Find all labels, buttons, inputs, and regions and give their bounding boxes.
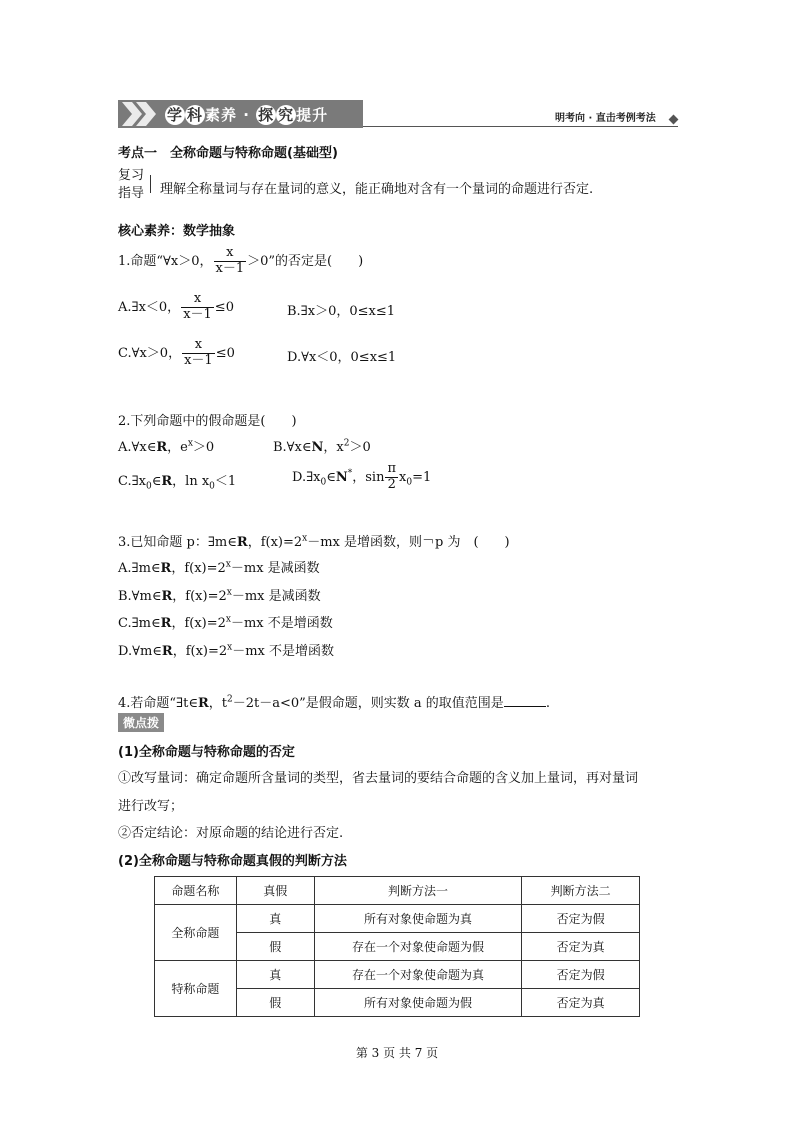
tip-paragraph-2: ②否定结论：对原命题的结论进行否定. (118, 826, 344, 841)
table-cell: 全称命题 (155, 905, 237, 961)
answer-blank[interactable] (504, 694, 546, 707)
q3-option-c: C.∃m∈R，$f(x)=2^x-mx$ 不是增函数 (118, 614, 333, 631)
table-cell: 所有对象使命题为真 (314, 905, 522, 933)
q1-stem: 1.命题“∀x＞0， $\frac{x}{x-1}$ ＞0”的否定是( ) (118, 245, 364, 276)
q4-stem: 4.若命题“∃t∈R，$t^2-2t-a<0$”是假命题，则实数 a 的取值范围是 . (118, 694, 550, 711)
banner-rule (363, 126, 678, 127)
tip-paragraph-1b: 进行改写； (118, 799, 184, 814)
q3-stem: 3.已知命题 p：∃m∈R，$f(x)=2^x-mx$ 是增函数，则￢p 为 ( ) (118, 533, 510, 550)
banner-subtitle: 明考向 · 直击考例考法 (555, 113, 656, 124)
table-cell: 否定为假 (522, 961, 640, 989)
review-divider (150, 175, 151, 193)
q1-option-c: C.∀x＞0， $\frac{x}{x-1}$ ≤0 (118, 337, 235, 368)
tip-heading-2: (2)全称命题与特称命题真假的判断方法 (118, 854, 347, 869)
q2-stem: 2.下列命题中的假命题是( ) (118, 414, 297, 429)
table-header-row (155, 877, 640, 905)
q1-option-a: A.∃x＜0， $\frac{x}{x-1}$ ≤0 (118, 291, 234, 322)
table-cell: 真 (236, 961, 314, 989)
table-cell: 存在一个对象使命题为假 (314, 933, 522, 961)
table-header: 判断方法二 (522, 877, 640, 905)
table-cell: 否定为真 (522, 989, 640, 1017)
tip-paragraph-1: ①改写量词：确定命题所含量词的类型，省去量词的要结合命题的含义加上量词，再对量词 (118, 771, 639, 786)
tip-label: 微点拨 (118, 713, 164, 732)
q3-option-d: D.∀m∈R，$f(x)=2^x-mx$ 不是增函数 (118, 642, 335, 659)
table-header: 真假 (236, 877, 314, 905)
judgement-table (154, 876, 640, 1017)
table-row (155, 905, 640, 933)
tip-heading-1: (1)全称命题与特称命题的否定 (118, 745, 295, 760)
q2-option-b: B.∀x∈N，$x^2>0$ (273, 438, 371, 455)
q2-option-c: $C.\exists x_0\in R$，$\ln x_0<1$ (118, 474, 237, 492)
table-cell: 假 (236, 933, 314, 961)
q3-option-b: B.∀m∈R，$f(x)=2^x-mx$ 是减函数 (118, 587, 321, 604)
table-cell: 特称命题 (155, 961, 237, 1017)
diamond-icon (669, 115, 679, 125)
topic-title: 考点一 全称命题与特称命题(基础型) (118, 146, 338, 161)
table-header: 命题名称 (155, 877, 237, 905)
q1-option-b: B.∃x＞0，0≤x≤1 (287, 304, 395, 319)
q3-option-a: A.∃m∈R，$f(x)=2^x-mx$ 是减函数 (118, 559, 320, 576)
table-cell: 否定为假 (522, 905, 640, 933)
banner-title: 学 科 素养 · 探 究 提升 (166, 106, 329, 124)
review-label: 复习 指导 (118, 168, 145, 201)
page-number: 第 3 页 共 7 页 (355, 1046, 439, 1060)
table-cell: 所有对象使命题为假 (314, 989, 522, 1017)
q2-option-a: A.∀x∈R，$e^x>0$ (118, 438, 215, 455)
table-header: 判断方法一 (314, 877, 522, 905)
review-text: 理解全称量词与存在量词的意义，能正确地对含有一个量词的命题进行否定. (160, 182, 594, 197)
chevron-decoration-icon (120, 100, 160, 128)
table-cell: 存在一个对象使命题为真 (314, 961, 522, 989)
q2-option-d: $D.\exists x_0\in N^*$，sin $\frac{\pi}{2}$ $x_0=1$ (292, 461, 432, 492)
table-cell: 真 (236, 905, 314, 933)
q1-option-d: D.∀x＜0，0≤x≤1 (287, 350, 397, 365)
table-cell: 否定为真 (522, 933, 640, 961)
core-literacy: 核心素养：数学抽象 (118, 224, 236, 239)
table-row (155, 961, 640, 989)
table-cell: 假 (236, 989, 314, 1017)
